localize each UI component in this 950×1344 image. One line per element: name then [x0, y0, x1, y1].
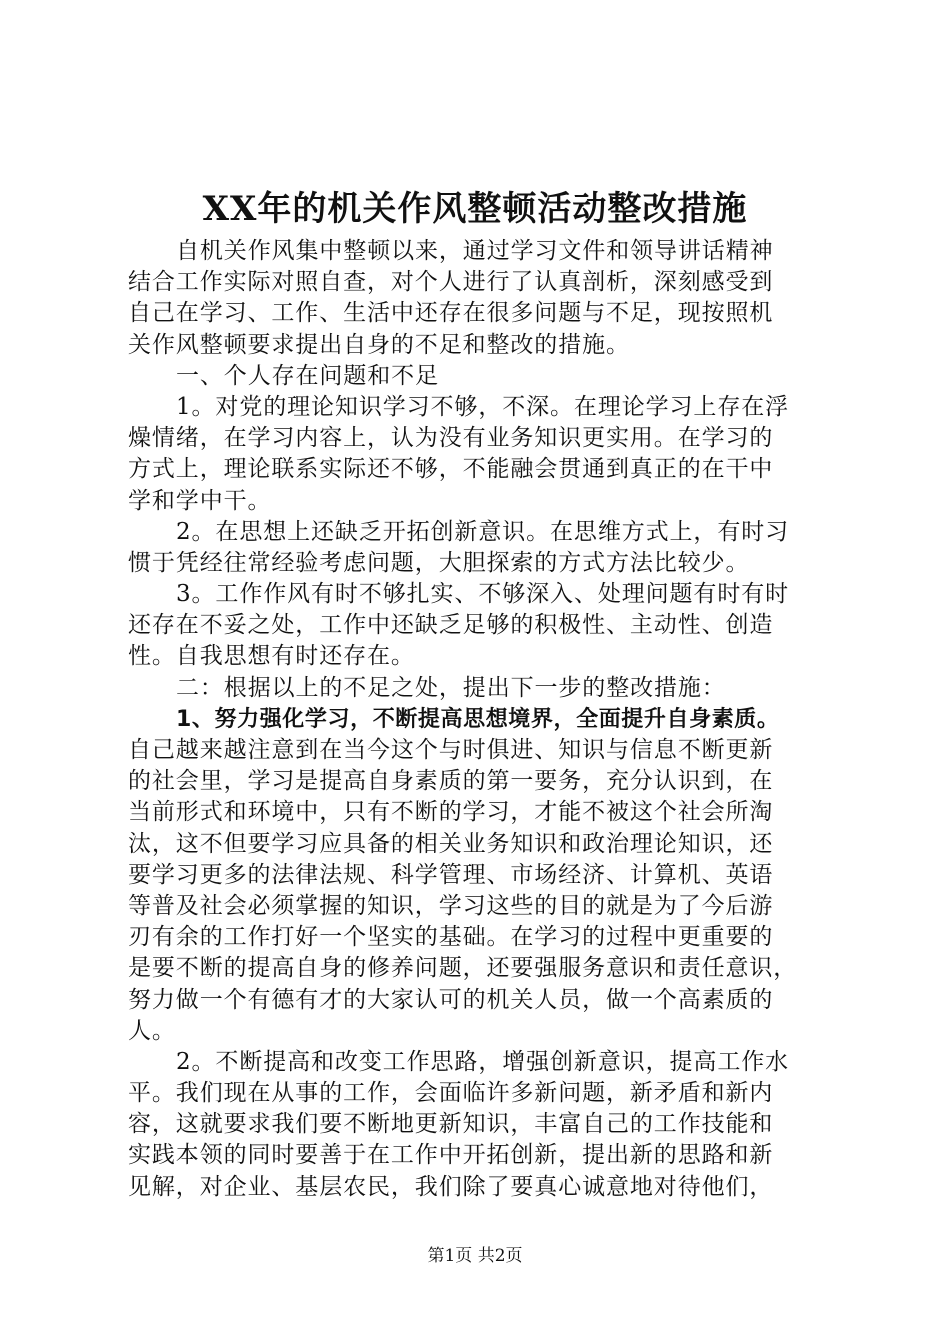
document-title: XX年的机关作风整顿活动整改措施 — [202, 189, 748, 229]
section-heading: 一、个人存在问题和不足 — [176, 362, 439, 389]
paragraph-line: 见解，对企业、基层农民，我们除了要真心诚意地对待他们， — [128, 1173, 774, 1200]
paragraph-line: 汰，这不但要学习应具备的相关业务知识和政治理论知识，还 — [128, 830, 774, 857]
paragraph-line: 结合工作实际对照自查，对个人进行了认真剖析，深刻感受到 — [128, 269, 774, 296]
paragraph-line: 自己越来越注意到在当今这个与时俱进、知识与信息不断更新 — [128, 737, 774, 763]
paragraph-line: 2。不断提高和改变工作思路，增强创新意识，提高工作水 — [176, 1048, 790, 1075]
paragraph-line: 自己在学习、工作、生活中还存在很多问题与不足，现按照机 — [128, 300, 774, 327]
paragraph-line: 燥情绪，在学习内容上，认为没有业务知识更实用。在学习的 — [128, 425, 774, 452]
document-body — [128, 236, 848, 1203]
paragraph-line: 等普及社会必须掌握的知识，学习这些的目的就是为了今后游 — [128, 892, 774, 919]
paragraph-line: 平。我们现在从事的工作，会面临许多新问题，新矛盾和新内 — [128, 1080, 774, 1107]
paragraph-line: 性。自我思想有时还存在。 — [128, 643, 415, 670]
paragraph-line: 1。对党的理论知识学习不够，不深。在理论学习上存在浮 — [176, 393, 790, 420]
paragraph-line: 当前形式和环境中，只有不断的学习，才能不被这个社会所淘 — [128, 799, 774, 826]
paragraph-line: 3。工作作风有时不够扎实、不够深入、处理问题有时有时 — [176, 581, 790, 608]
paragraph-line: 刃有余的工作打好一个坚实的基础。在学习的过程中更重要的 — [128, 924, 774, 951]
paragraph-line: 自机关作风集中整顿以来，通过学习文件和领导讲话精神 — [176, 238, 774, 264]
section-heading: 二：根据以上的不足之处，提出下一步的整改措施： — [176, 674, 726, 701]
subsection-heading: 1、努力强化学习，不断提高思想境界，全面提升自身素质。 — [176, 706, 780, 732]
paragraph-line: 容，这就要求我们要不断地更新知识，丰富自己的工作技能和 — [128, 1111, 774, 1138]
paragraph-line: 要学习更多的法律法规、科学管理、市场经济、计算机、英语 — [128, 861, 774, 888]
page-number-footer: 第1页 共2页 — [427, 1246, 523, 1266]
paragraph-line: 2。在思想上还缺乏开拓创新意识。在思维方式上，有时习 — [176, 518, 790, 545]
paragraph-line: 关作风整顿要求提出自身的不足和整改的措施。 — [128, 331, 630, 358]
paragraph-line: 努力做一个有德有才的大家认可的机关人员，做一个高素质的 — [128, 986, 774, 1013]
paragraph-line: 方式上，理论联系实际还不够，不能融会贯通到真正的在干中 — [128, 456, 774, 483]
paragraph-line: 还存在不妥之处，工作中还缺乏足够的积极性、主动性、创造 — [128, 612, 774, 639]
paragraph-line: 学和学中干。 — [128, 487, 272, 514]
paragraph-line: 人。 — [128, 1017, 176, 1044]
paragraph-line: 惯于凭经往常经验考虑问题，大胆探索的方式方法比较少。 — [128, 549, 750, 576]
paragraph-line: 实践本领的同时要善于在工作中开拓创新，提出新的思路和新 — [128, 1142, 774, 1169]
paragraph-line: 的社会里，学习是提高自身素质的第一要务，充分认识到，在 — [128, 768, 774, 795]
paragraph-line: 是要不断的提高自身的修养问题，还要强服务意识和责任意识， — [128, 955, 798, 982]
